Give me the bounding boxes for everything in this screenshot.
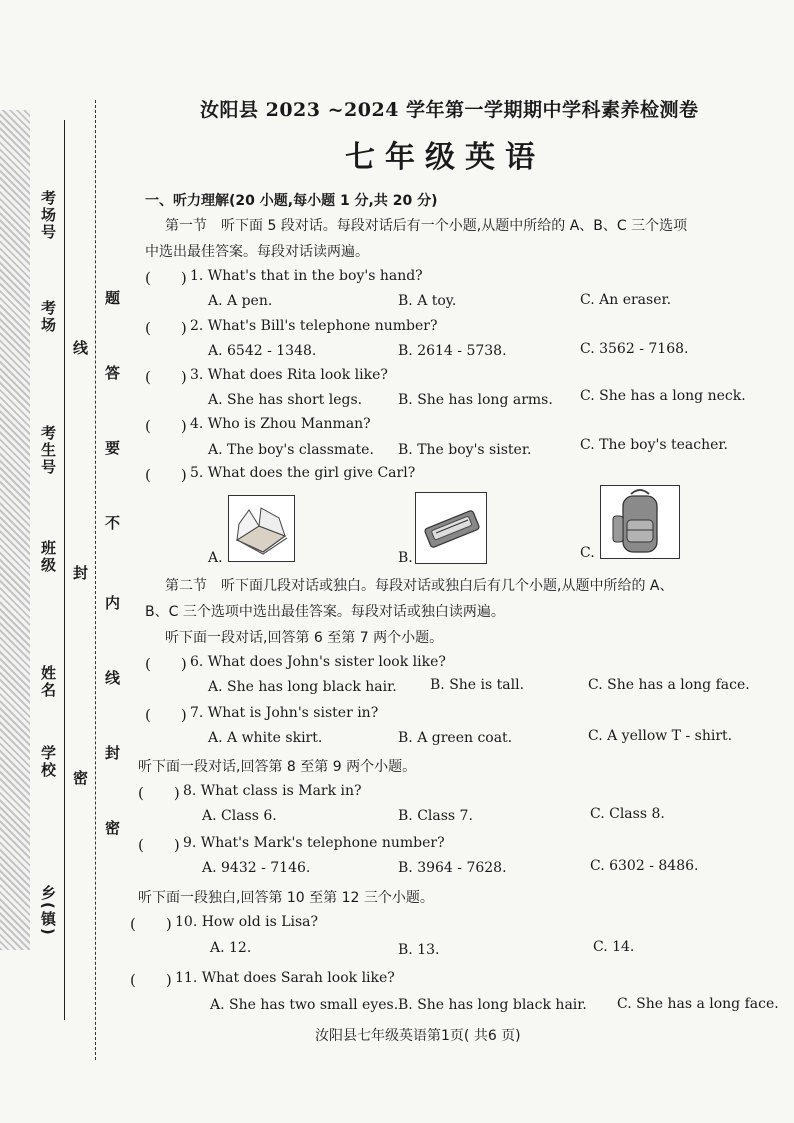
seal-char: 题 xyxy=(103,290,121,307)
backpack-icon[interactable] xyxy=(600,485,680,559)
intro-q10-12: 听下面一段独白,回答第 10 至第 12 三个小题。 xyxy=(138,890,434,906)
q7-option-b: B. A green coat. xyxy=(398,730,513,746)
q9-option-b: B. 3964 - 7628. xyxy=(398,860,507,876)
question-11: 11. What does Sarah look like? xyxy=(175,970,395,986)
part1-instructions-1: 第一节 听下面 5 段对话。每段对话后有一个小题,从题中所给的 A、B、C 三个选项 xyxy=(165,218,688,234)
q4-option-a: A. The boy's classmate. xyxy=(208,442,374,458)
seal-char: 不 xyxy=(103,515,121,532)
label-township: 乡(镇) xyxy=(39,885,57,937)
question-5: 5. What does the girl give Carl? xyxy=(190,465,416,481)
q7-option-c: C. A yellow T - shirt. xyxy=(588,728,733,744)
answer-blank[interactable]: ( ) xyxy=(145,319,187,337)
section-heading: 一、听力理解(20 小题,每小题 1 分,共 20 分) xyxy=(145,193,438,209)
question-1: 1. What's that in the boy's hand? xyxy=(190,268,423,284)
q10-option-b: B. 13. xyxy=(398,942,440,958)
q2-option-c: C. 3562 - 7168. xyxy=(580,341,689,357)
q1-option-c: C. An eraser. xyxy=(580,292,672,308)
seal-char: 答 xyxy=(103,365,121,382)
q3-option-b: B. She has long arms. xyxy=(398,392,553,408)
q4-option-b: B. The boy's sister. xyxy=(398,442,532,458)
q10-option-a: A. 12. xyxy=(210,940,252,956)
q3-option-a: A. She has short legs. xyxy=(208,392,363,408)
answer-blank[interactable]: ( ) xyxy=(130,971,172,989)
answer-blank[interactable]: ( ) xyxy=(145,655,187,673)
answer-blank[interactable]: ( ) xyxy=(130,915,172,933)
part2-instructions-1: 第二节 听下面几段对话或独白。每段对话或独白后有几个小题,从题中所给的 A、 xyxy=(165,578,674,594)
q5-option-b: B. xyxy=(398,550,413,566)
q2-option-b: B. 2614 - 5738. xyxy=(398,343,507,359)
answer-blank[interactable]: ( ) xyxy=(138,836,180,854)
question-3: 3. What does Rita look like? xyxy=(190,367,388,383)
label-class: 班级 xyxy=(39,540,57,574)
seal-char: 要 xyxy=(103,440,121,457)
q6-option-b: B. She is tall. xyxy=(430,677,525,693)
label-name: 姓名 xyxy=(39,665,57,699)
answer-blank[interactable]: ( ) xyxy=(138,784,180,802)
q1-option-a: A. A pen. xyxy=(208,293,273,309)
q9-option-a: A. 9432 - 7146. xyxy=(202,860,311,876)
seal-char: 内 xyxy=(103,595,121,612)
question-7: 7. What is John's sister in? xyxy=(190,705,379,721)
seal-char: 封 xyxy=(103,745,121,762)
seal-char: 密 xyxy=(71,770,89,787)
q9-option-c: C. 6302 - 8486. xyxy=(590,858,699,874)
answer-blank[interactable]: ( ) xyxy=(145,706,187,724)
intro-q6-7: 听下面一段对话,回答第 6 至第 7 两个小题。 xyxy=(165,630,444,646)
q4-option-c: C. The boy's teacher. xyxy=(580,437,728,453)
seal-char: 密 xyxy=(103,820,121,837)
part1-instructions-2: 中选出最佳答案。每段对话读两遍。 xyxy=(145,244,369,260)
q7-option-a: A. A white skirt. xyxy=(208,730,323,746)
q5-option-a: A. xyxy=(208,550,223,566)
answer-blank[interactable]: ( ) xyxy=(145,368,187,386)
question-4: 4. Who is Zhou Manman? xyxy=(190,416,371,432)
seal-char: 线 xyxy=(71,340,89,357)
q2-option-a: A. 6542 - 1348. xyxy=(208,343,317,359)
q6-option-a: A. She has long black hair. xyxy=(208,679,397,695)
question-9: 9. What's Mark's telephone number? xyxy=(183,835,445,851)
question-2: 2. What's Bill's telephone number? xyxy=(190,318,438,334)
answer-blank[interactable]: ( ) xyxy=(145,269,187,287)
label-school: 学校 xyxy=(39,745,57,779)
label-exam-room: 考场 xyxy=(39,300,57,334)
q1-option-b: B. A toy. xyxy=(398,293,457,309)
exam-subtitle: 七年级英语 xyxy=(345,140,545,175)
q5-option-c: C. xyxy=(580,545,595,561)
label-student-no: 考生号 xyxy=(39,425,57,476)
q3-option-c: C. She has a long neck. xyxy=(580,388,746,404)
part2-instructions-2: B、C 三个选项中选出最佳答案。每段对话或独白读两遍。 xyxy=(145,604,505,620)
q10-option-c: C. 14. xyxy=(593,939,635,955)
answer-blank[interactable]: ( ) xyxy=(145,417,187,435)
answer-blank[interactable]: ( ) xyxy=(145,466,187,484)
pencil-case-icon[interactable] xyxy=(415,492,487,564)
question-10: 10. How old is Lisa? xyxy=(175,914,319,930)
exam-title: 汝阳县 2023 ~2024 学年第一学期期中学科素养检测卷 xyxy=(200,99,699,121)
seal-char: 线 xyxy=(103,670,121,687)
intro-q8-9: 听下面一段对话,回答第 8 至第 9 两个小题。 xyxy=(138,759,417,775)
q8-option-a: A. Class 6. xyxy=(202,808,277,824)
q8-option-b: B. Class 7. xyxy=(398,808,473,824)
question-8: 8. What class is Mark in? xyxy=(183,783,362,799)
binding-strip xyxy=(0,110,30,950)
field-line xyxy=(64,120,65,1020)
q6-option-c: C. She has a long face. xyxy=(588,677,750,693)
label-exam-room-no: 考场号 xyxy=(39,190,57,241)
seal-line-dashed xyxy=(95,100,96,1060)
book-icon[interactable] xyxy=(228,495,295,562)
question-6: 6. What does John's sister look like? xyxy=(190,654,446,670)
seal-char: 封 xyxy=(71,565,89,582)
q11-option-c: C. She has a long face. xyxy=(617,996,779,1012)
q11-option-b: B. She has long black hair. xyxy=(398,997,587,1013)
q11-option-a: A. She has two small eyes. xyxy=(210,997,399,1013)
q8-option-c: C. Class 8. xyxy=(590,806,665,822)
page-footer: 汝阳县七年级英语第1页( 共6 页) xyxy=(315,1028,521,1044)
